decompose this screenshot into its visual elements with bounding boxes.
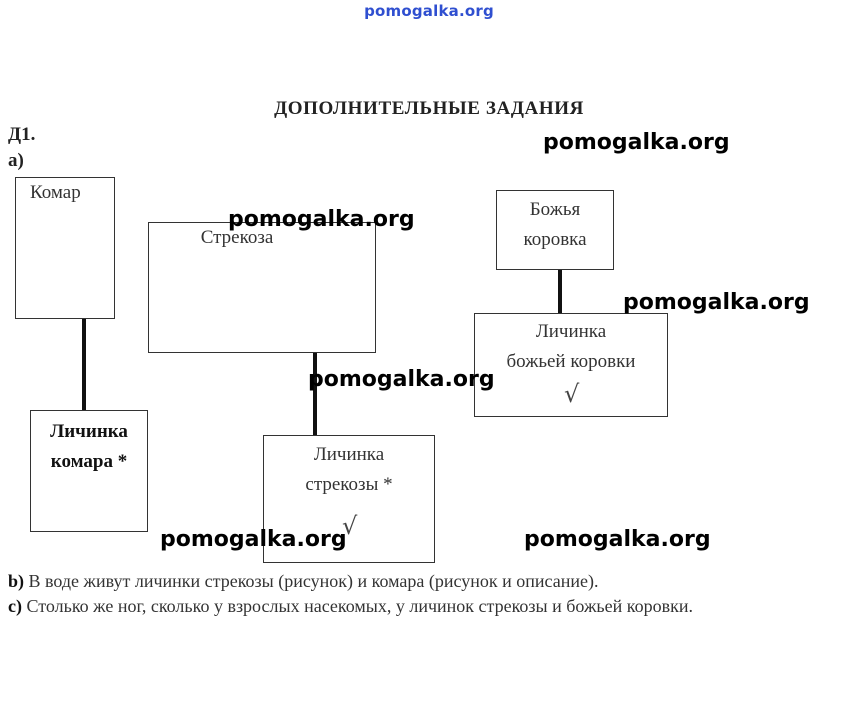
box-mosquito-larva-label-2: комара * <box>50 451 128 472</box>
connector-ladybug <box>558 268 562 314</box>
section-title: ДОПОЛНИТЕЛЬНЫЕ ЗАДАНИЯ <box>274 98 584 119</box>
watermark: pomogalka.org <box>228 207 415 232</box>
watermark: pomogalka.org <box>308 367 495 392</box>
answer-b-text: В воде живут личинки стрекозы (рисунок) и комара (рисунок и описание). <box>28 571 599 591</box>
task-number: Д1. <box>8 124 36 145</box>
answer-b-label: b) <box>8 571 25 591</box>
checkmark-icon: √ <box>342 512 358 540</box>
box-mosquito-larva <box>30 410 148 532</box>
connector-dragonfly <box>313 350 317 436</box>
box-ladybug-label-1: Божья <box>529 199 581 220</box>
box-mosquito-larva-label-1: Личинка <box>50 421 128 442</box>
answer-c-label: c) <box>8 596 22 616</box>
box-dragonfly <box>148 222 376 353</box>
answer-b <box>8 571 598 592</box>
box-dragonfly-label: Стрекоза <box>200 227 274 248</box>
box-mosquito-label: Комар <box>30 182 81 203</box>
watermark: pomogalka.org <box>160 527 347 552</box>
box-ladybug-larva-label-2: божьей коровки <box>506 351 636 372</box>
box-ladybug-larva-label-1: Личинка <box>535 321 607 342</box>
box-ladybug-label-2: коровка <box>523 229 587 250</box>
site-header-link[interactable]: pomogalka.org <box>364 2 494 20</box>
part-a-label: а) <box>8 150 24 171</box>
box-dragonfly-larva-label-2: стрекозы * <box>305 474 393 495</box>
box-dragonfly-larva-label-1: Личинка <box>313 444 385 465</box>
answer-c <box>8 596 693 617</box>
watermark: pomogalka.org <box>524 527 711 552</box>
watermark: pomogalka.org <box>623 290 810 315</box>
box-ladybug <box>496 190 614 270</box>
connector-mosquito <box>82 315 86 411</box>
checkmark-icon: √ <box>564 380 580 408</box>
answer-c-text: Столько же ног, сколько у взрослых насекомых, у личинок стрекозы и божьей коровки. <box>26 596 693 616</box>
watermark: pomogalka.org <box>543 130 730 155</box>
